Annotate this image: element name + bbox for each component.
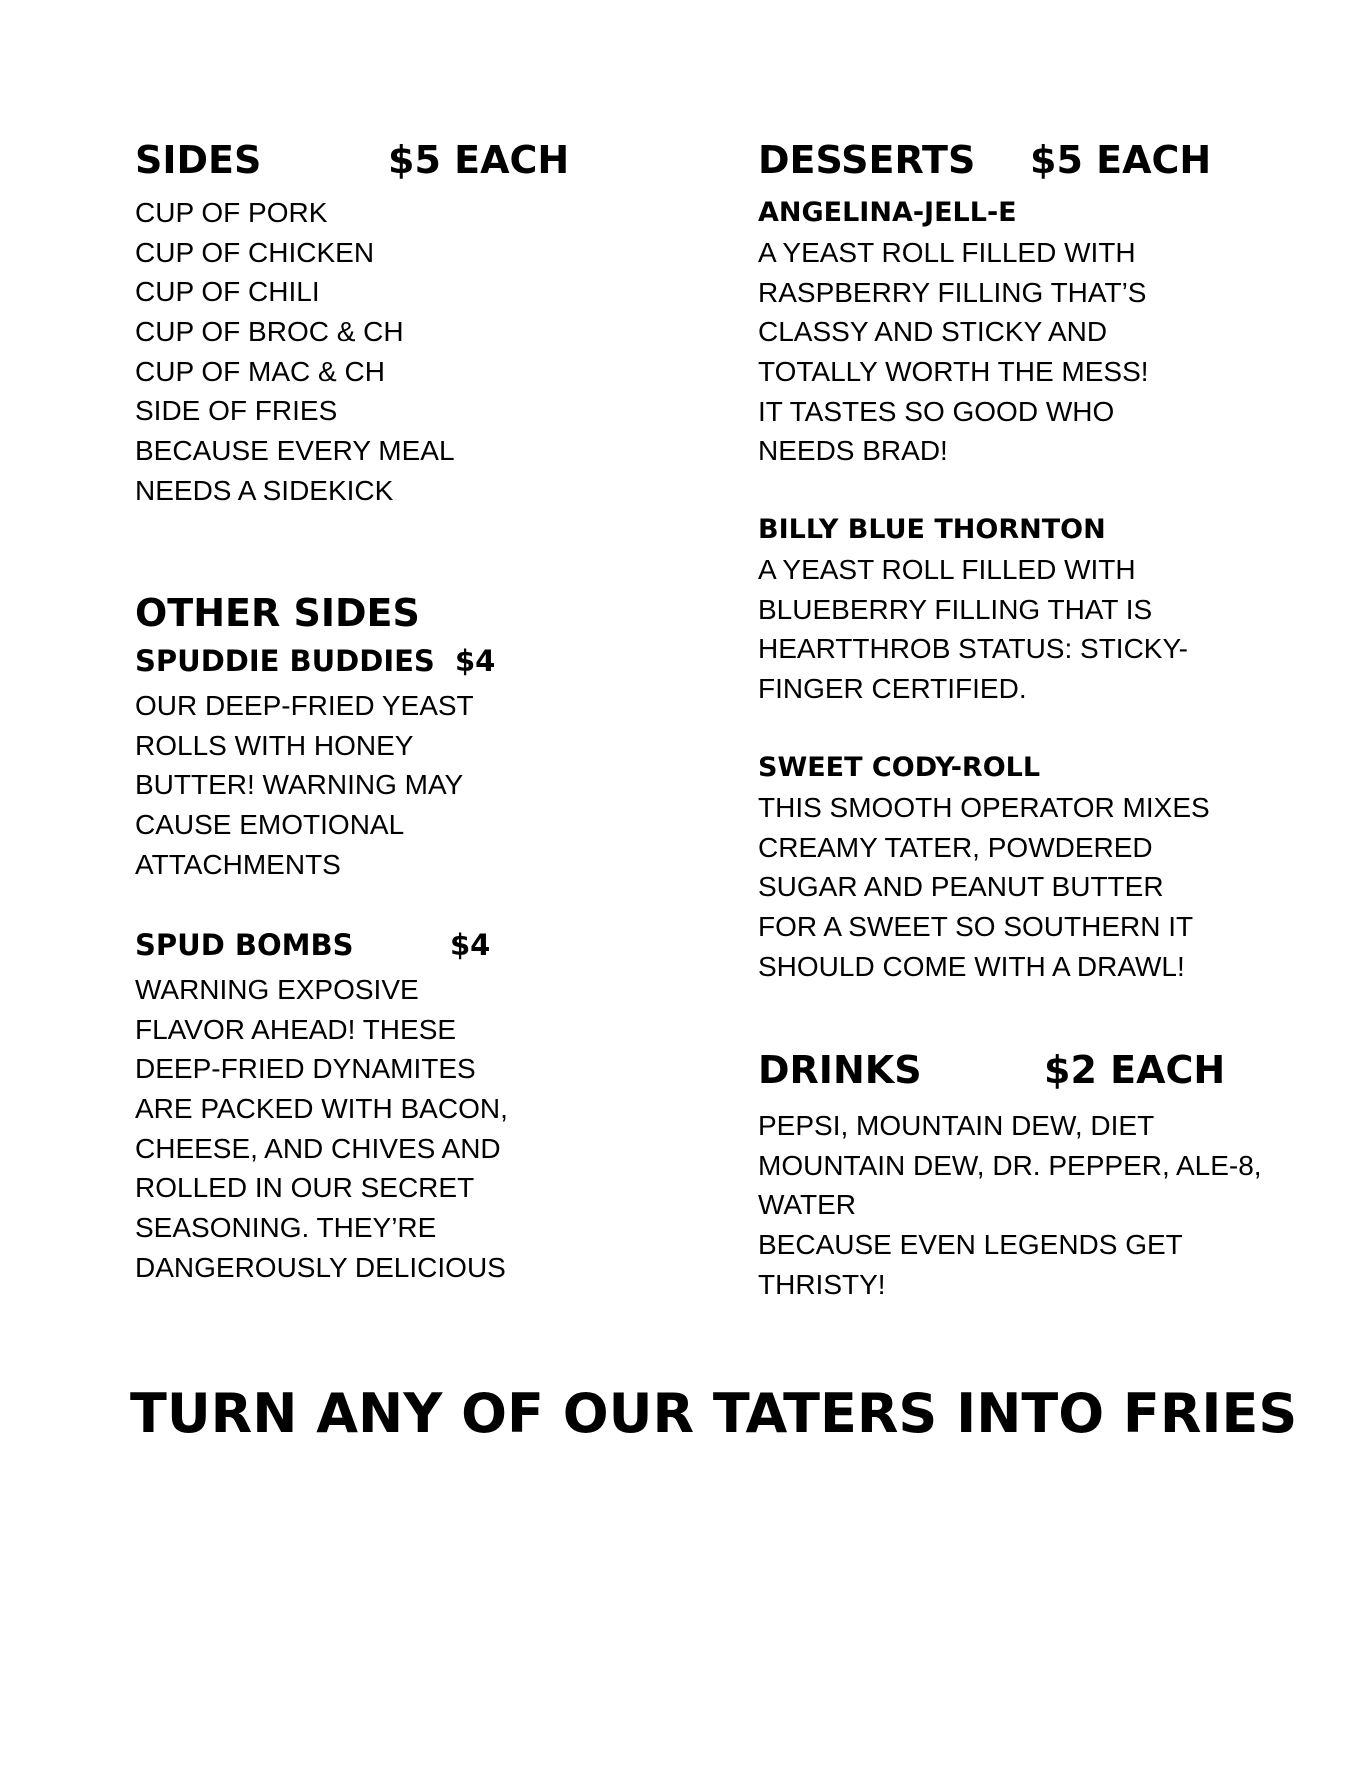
description-line: BUTTER! WARNING MAY	[135, 769, 464, 801]
list-item: BECAUSE EVERY MEAL	[135, 435, 455, 467]
description-line: BECAUSE EVEN LEGENDS GET	[758, 1229, 1183, 1261]
description-line: CREAMY TATER, POWDERED	[758, 831, 1153, 863]
spud-bombs-name: SPUD BOMBS	[135, 928, 354, 962]
sides-price: $5 EACH	[388, 138, 570, 182]
dessert-description-cody	[758, 788, 1210, 986]
description-line: CHEESE, AND CHIVES AND	[135, 1132, 501, 1164]
dessert-name-billy: BILLY BLUE THORNTON	[758, 514, 1106, 545]
description-line: ROLLED IN OUR SECRET	[135, 1172, 475, 1204]
description-line: FLAVOR AHEAD! THESE	[135, 1013, 457, 1045]
spuddie-buddies-name: SPUDDIE BUDDIES	[135, 644, 435, 678]
description-line: FOR A SWEET SO SOUTHERN IT	[758, 911, 1194, 943]
description-line: DEEP-FRIED DYNAMITES	[135, 1053, 476, 1085]
description-line: ARE PACKED WITH BACON,	[135, 1093, 508, 1125]
dessert-description-billy	[758, 550, 1188, 709]
description-line: A YEAST ROLL FILLED WITH	[758, 237, 1136, 268]
list-item: NEEDS A SIDEKICK	[135, 474, 394, 506]
dessert-name-angelina: ANGELINA-JELL-E	[758, 197, 1017, 228]
description-line: ATTACHMENTS	[135, 848, 341, 880]
dessert-description-angelina	[758, 233, 1149, 471]
spud-bombs-price: $4	[450, 928, 491, 962]
description-line: OUR DEEP-FRIED YEAST	[135, 690, 474, 721]
description-line: SUGAR AND PEANUT BUTTER	[758, 871, 1164, 903]
dessert-name-cody: SWEET CODY-ROLL	[758, 752, 1041, 783]
description-line: RASPBERRY FILLING THAT’S	[758, 276, 1147, 308]
description-line: FINGER CERTIFIED.	[758, 673, 1027, 705]
spud-bombs-description	[135, 970, 508, 1288]
description-line: WARNING EXPOSIVE	[135, 974, 419, 1005]
description-line: NEEDS BRAD!	[758, 435, 948, 467]
spuddie-buddies-description	[135, 686, 474, 884]
list-item: CUP OF CHICKEN	[135, 236, 375, 268]
description-line: IT TASTES SO GOOD WHO	[758, 395, 1115, 427]
description-line: BLUEBERRY FILLING THAT IS	[758, 593, 1153, 625]
description-line: THRISTY!	[758, 1268, 886, 1300]
description-line: ROLLS WITH HONEY	[135, 729, 414, 761]
description-line: MOUNTAIN DEW, DR. PEPPER, ALE-8,	[758, 1149, 1262, 1181]
description-line: SEASONING. THEY’RE	[135, 1212, 437, 1244]
description-line: CAUSE EMOTIONAL	[135, 809, 405, 841]
description-line: TOTALLY WORTH THE MESS!	[758, 356, 1149, 388]
description-line: THIS SMOOTH OPERATOR MIXES	[758, 792, 1210, 823]
spuddie-buddies-price: $4	[455, 644, 496, 678]
description-line: WATER	[758, 1189, 856, 1221]
description-line: PEPSI, MOUNTAIN DEW, DIET	[758, 1110, 1155, 1141]
list-item: SIDE OF FRIES	[135, 395, 338, 427]
description-line: CLASSY AND STICKY AND	[758, 316, 1108, 348]
drinks-description	[758, 1106, 1262, 1304]
list-item: CUP OF BROC & CH	[135, 316, 404, 348]
other-sides-heading: OTHER SIDES	[135, 591, 420, 635]
sides-heading: SIDES	[135, 138, 262, 182]
fries-banner: TURN ANY OF OUR TATERS INTO FRIES	[130, 1382, 1298, 1445]
description-line: A YEAST ROLL FILLED WITH	[758, 554, 1136, 585]
desserts-heading: DESSERTS	[758, 138, 976, 182]
description-line: SHOULD COME WITH A DRAWL!	[758, 950, 1185, 982]
description-line: HEARTTHROB STATUS: STICKY-	[758, 633, 1188, 665]
sides-list	[135, 193, 455, 511]
list-item: CUP OF CHILI	[135, 276, 320, 308]
desserts-price: $5 EACH	[1030, 138, 1212, 182]
drinks-price: $2 EACH	[1044, 1048, 1226, 1092]
list-item: CUP OF PORK	[135, 197, 328, 228]
list-item: CUP OF MAC & CH	[135, 355, 385, 387]
drinks-heading: DRINKS	[758, 1048, 922, 1092]
description-line: DANGEROUSLY DELICIOUS	[135, 1251, 506, 1283]
